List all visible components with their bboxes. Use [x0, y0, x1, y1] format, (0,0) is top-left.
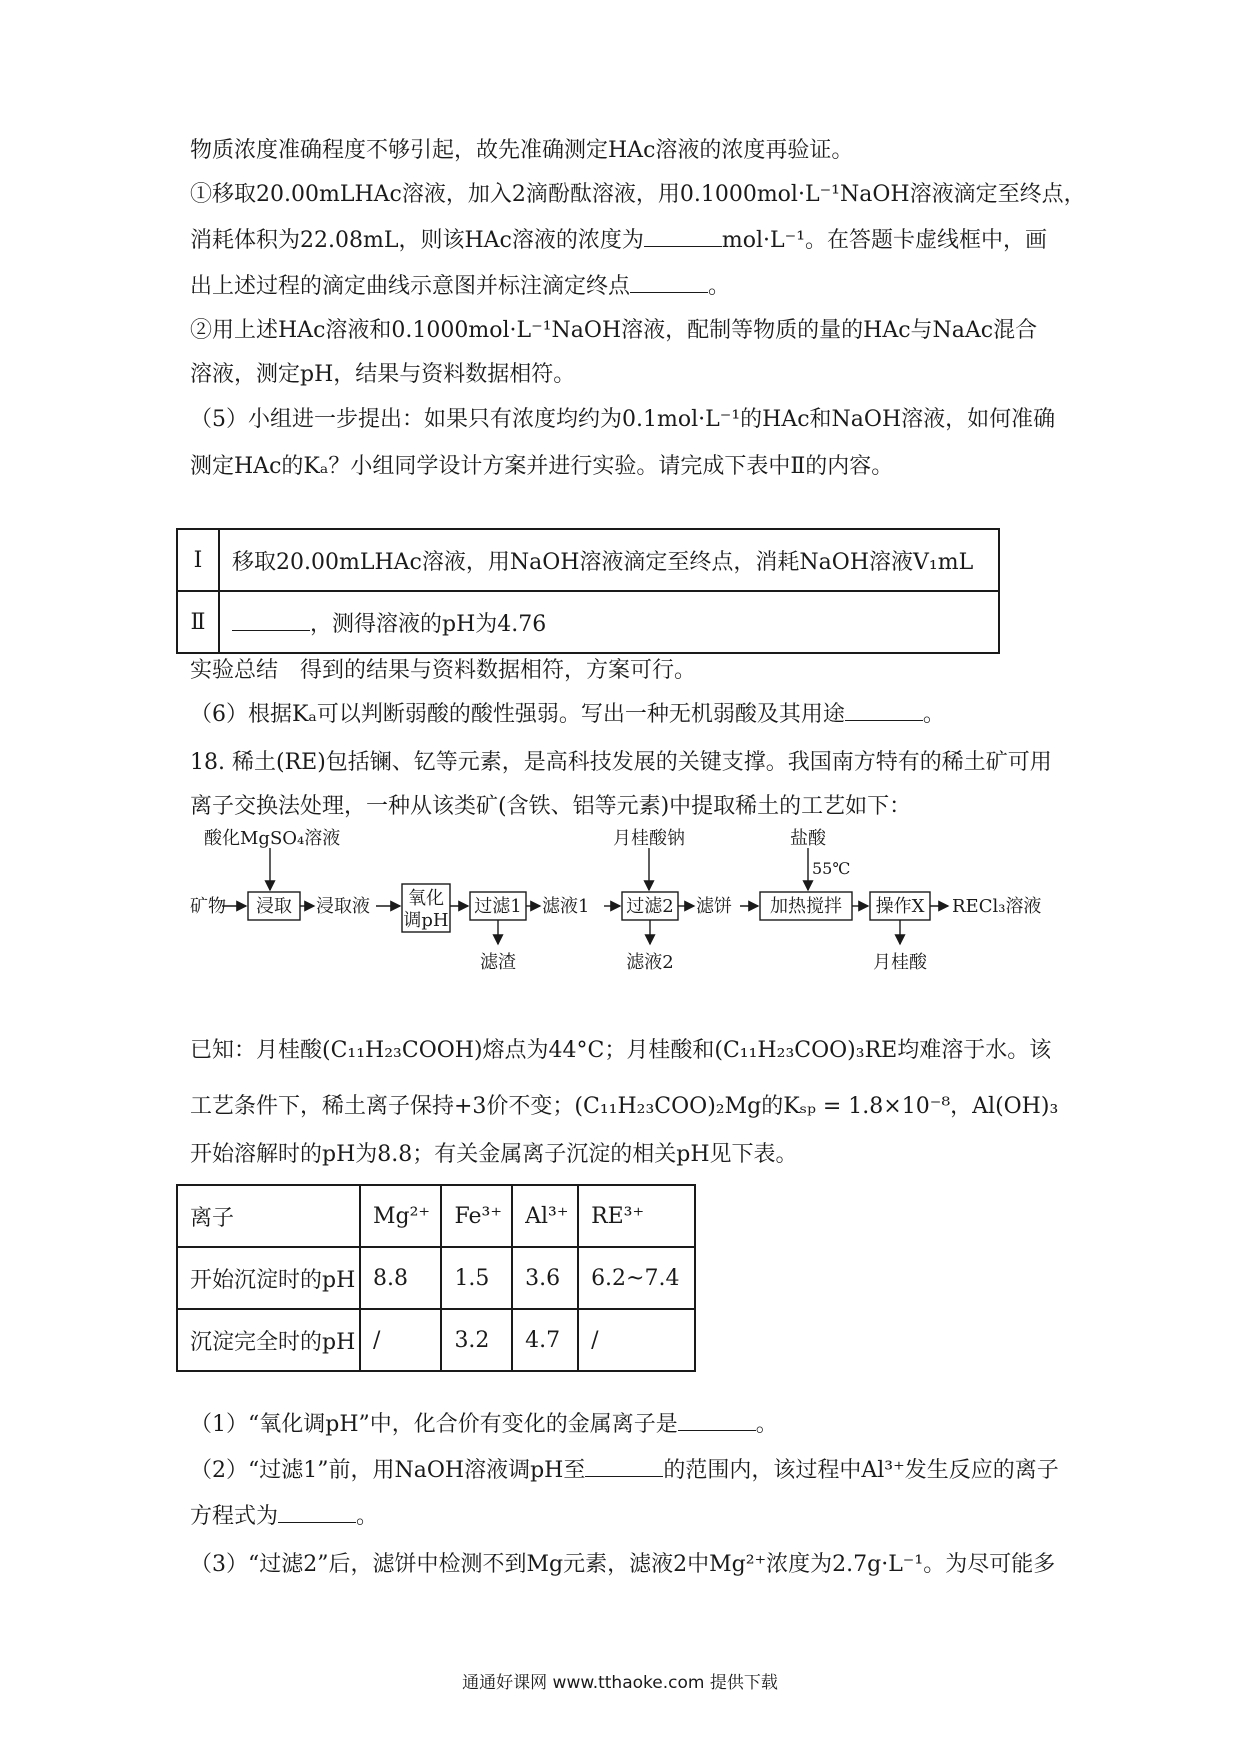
answer-blank[interactable]	[278, 1502, 356, 1523]
text-line	[190, 226, 1047, 256]
table-header-cell: Fe³⁺	[441, 1185, 512, 1247]
table-cell: 4.7	[512, 1309, 578, 1371]
page-footer: 通通好课网 www.tthaoke.com 提供下载	[462, 1673, 778, 1693]
text-line	[190, 1502, 378, 1532]
table-cell	[219, 591, 999, 653]
table-header-cell: Al³⁺	[512, 1185, 578, 1247]
table-cell: Ⅱ	[177, 591, 219, 653]
text-line: 实验总结 得到的结果与资料数据相符，方案可行。	[190, 658, 697, 683]
text-line: 物质浓度准确程度不够引起，故先准确测定HAc溶液的浓度再验证。	[190, 138, 854, 163]
text-fragment: 。	[755, 1412, 778, 1437]
table-cell: 沉淀完全时的pH	[177, 1309, 360, 1371]
text-line	[190, 1456, 1059, 1486]
flow-step: 浸取	[256, 896, 292, 917]
flow-step: 氧化	[408, 888, 444, 909]
precipitation-ph-table	[176, 1184, 696, 1372]
process-flow-diagram	[180, 826, 1080, 976]
table-row	[177, 1309, 695, 1371]
text-fragment: 的范围内，该过程中Al³⁺发生反应的离子	[663, 1458, 1059, 1483]
flow-label: 月桂酸	[873, 952, 927, 973]
flow-label: 浸取液	[316, 896, 370, 917]
table-header-cell: 离子	[177, 1185, 360, 1247]
flow-step: 过滤1	[474, 896, 522, 917]
text-line: 已知：月桂酸(C₁₁H₂₃COOH)熔点为44°C；月桂酸和(C₁₁H₂₃COO)₃RE均难溶于水。该	[190, 1038, 1052, 1063]
answer-blank[interactable]	[232, 610, 310, 631]
table-header-cell: RE³⁺	[578, 1185, 695, 1247]
text-line: （5）小组进一步提出：如果只有浓度均约为0.1mol·L⁻¹的HAc和NaOH溶液，如何准确	[190, 407, 1056, 432]
text-fragment: （2）“过滤1”前，用NaOH溶液调pH至	[190, 1458, 586, 1483]
table-cell: 6.2~7.4	[578, 1247, 695, 1309]
answer-blank[interactable]	[845, 700, 923, 721]
flow-label: 盐酸	[790, 828, 826, 849]
flow-step: 加热搅拌	[770, 896, 842, 917]
flow-label: 55℃	[812, 859, 851, 878]
flow-label: RECl₃溶液	[952, 896, 1042, 917]
table-cell: 1.5	[441, 1247, 512, 1309]
flow-label: 滤渣	[480, 952, 516, 973]
text-line: （3）“过滤2”后，滤饼中检测不到Mg元素，滤液2中Mg²⁺浓度为2.7g·L⁻¹。为尽可能多	[190, 1552, 1056, 1577]
text-fragment: 。	[708, 274, 731, 299]
text-line	[190, 272, 730, 302]
text-fragment: 消耗体积为22.08mL，则该HAc溶液的浓度为	[190, 228, 644, 253]
flow-label: 滤液1	[542, 896, 590, 917]
text-fragment: ，测得溶液的pH为4.76	[310, 611, 547, 637]
table-cell: 3.2	[441, 1309, 512, 1371]
text-line: 离子交换法处理，一种从该类矿(含铁、铝等元素)中提取稀土的工艺如下：	[190, 794, 912, 819]
text-fragment: 方程式为	[190, 1504, 279, 1529]
text-line	[190, 1410, 778, 1440]
table-row	[177, 1247, 695, 1309]
flow-label: 矿物	[190, 896, 226, 917]
table-row	[177, 591, 999, 653]
answer-blank[interactable]	[585, 1456, 663, 1477]
text-line: 工艺条件下，稀土离子保持+3价不变；(C₁₁H₂₃COO)₂Mg的Kₛₚ = 1.8×10⁻⁸，Al(OH)₃	[190, 1094, 1059, 1119]
table-cell: 移取20.00mLHAc溶液，用NaOH溶液滴定至终点，消耗NaOH溶液V₁mL	[219, 529, 999, 591]
text-line: ②用上述HAc溶液和0.1000mol·L⁻¹NaOH溶液，配制等物质的量的HAc与NaAc混合	[190, 318, 1038, 343]
text-fragment: 。	[922, 702, 945, 727]
flow-label: 月桂酸钠	[613, 828, 685, 849]
text-line: ①移取20.00mLHAc溶液，加入2滴酚酞溶液，用0.1000mol·L⁻¹NaOH溶液滴定至终点，	[190, 182, 1086, 207]
text-line: 溶液，测定pH，结果与资料数据相符。	[190, 362, 576, 387]
table-cell: 开始沉淀时的pH	[177, 1247, 360, 1309]
table-header-row	[177, 1185, 695, 1247]
table-cell: 3.6	[512, 1247, 578, 1309]
flow-step: 调pH	[403, 910, 449, 931]
table-cell: 8.8	[360, 1247, 441, 1309]
text-fragment: 出上述过程的滴定曲线示意图并标注滴定终点	[190, 274, 631, 299]
experiment-table	[176, 528, 1000, 654]
flow-label: 酸化MgSO₄溶液	[204, 828, 341, 849]
text-line	[190, 700, 945, 730]
table-cell: Ⅰ	[177, 529, 219, 591]
text-line: 18. 稀土(RE)包括镧、钇等元素，是高科技发展的关键支撑。我国南方特有的稀土矿可用	[190, 750, 1052, 775]
flow-label: 滤液2	[626, 952, 674, 973]
text-fragment: （1）“氧化调pH”中，化合价有变化的金属离子是	[190, 1412, 678, 1437]
text-line: 开始溶解时的pH为8.8；有关金属离子沉淀的相关pH见下表。	[190, 1142, 798, 1167]
text-line: 测定HAc的Kₐ？小组同学设计方案并进行实验。请完成下表中Ⅱ的内容。	[190, 454, 894, 479]
text-fragment: （6）根据Kₐ可以判断弱酸的酸性强弱。写出一种无机弱酸及其用途	[190, 702, 845, 727]
table-header-cell: Mg²⁺	[360, 1185, 441, 1247]
text-fragment: mol·L⁻¹。在答题卡虚线框中，画	[721, 228, 1048, 253]
flow-step: 操作X	[875, 896, 925, 917]
flow-label: 滤饼	[696, 896, 732, 917]
flow-step: 过滤2	[626, 896, 674, 917]
table-row	[177, 529, 999, 591]
text-fragment: 。	[356, 1504, 379, 1529]
answer-blank[interactable]	[630, 272, 708, 293]
answer-blank[interactable]	[644, 226, 722, 247]
answer-blank[interactable]	[678, 1410, 756, 1431]
table-cell: /	[578, 1309, 695, 1371]
table-cell: /	[360, 1309, 441, 1371]
